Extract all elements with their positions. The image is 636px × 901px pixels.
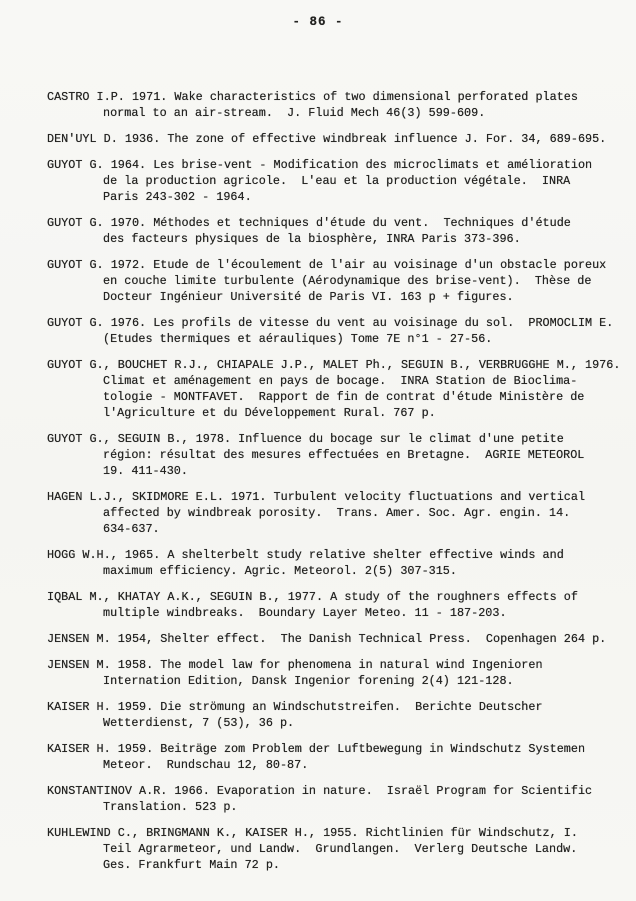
reference-list <box>47 89 629 883</box>
reference-entry <box>47 699 629 731</box>
reference-line: GUYOT G., SEGUIN B., 1978. Influence du bocage sur le climat d'une petite <box>47 432 564 446</box>
reference-line: 634-637. <box>103 522 160 536</box>
reference-entry <box>47 547 629 579</box>
reference-line: Climat et aménagement en pays de bocage. INRA Station de Bioclima- <box>103 374 578 388</box>
reference-entry <box>47 825 629 873</box>
reference-line: région: résultat des mesures effectuées en Bretagne. AGRIE METEOROL <box>103 448 585 462</box>
reference-line: KONSTANTINOV A.R. 1966. Evaporation in nature. Israël Program for Scientific <box>47 784 593 798</box>
reference-entry <box>47 257 629 305</box>
reference-line: GUYOT G., BOUCHET R.J., CHIAPALE J.P., MALET Ph., SEGUIN B., VERBRUGGHE M., 1976. <box>47 358 621 372</box>
reference-line: 19. 411-430. <box>103 464 188 478</box>
reference-entry <box>47 357 629 421</box>
reference-entry <box>47 741 629 773</box>
reference-line: CASTRO I.P. 1971. Wake characteristics of two dimensional perforated plates <box>47 90 578 104</box>
reference-line: HOGG W.H., 1965. A shelterbelt study relative shelter effective winds and <box>47 548 564 562</box>
reference-line: Internation Edition, Dansk Ingenior forening 2(4) 121-128. <box>103 674 514 688</box>
reference-line: GUYOT G. 1976. Les profils de vitesse du vent au voisinage du sol. PROMOCLIM E. <box>47 316 614 330</box>
reference-line: en couche limite turbulente (Aérodynamique des brise-vent). Thèse de <box>103 274 592 288</box>
reference-line: GUYOT G. 1970. Méthodes et techniques d'étude du vent. Techniques d'étude <box>47 216 571 230</box>
reference-line: Ges. Frankfurt Main 72 p. <box>103 858 280 872</box>
reference-entry <box>47 431 629 479</box>
reference-line: Docteur Ingénieur Université de Paris VI. 163 p + figures. <box>103 290 514 304</box>
reference-line: KUHLEWIND C., BRINGMANN K., KAISER H., 1955. Richtlinien für Windschutz, I. <box>47 826 578 840</box>
reference-line: (Etudes thermiques et aérauliques) Tome 7E n°1 - 27-56. <box>103 332 493 346</box>
reference-entry <box>47 131 629 147</box>
reference-line: affected by windbreak porosity. Trans. Amer. Soc. Agr. engin. 14. <box>103 506 571 520</box>
reference-line: Translation. 523 p. <box>103 800 238 814</box>
reference-line: maximum efficiency. Agric. Meteorol. 2(5) 307-315. <box>103 564 457 578</box>
reference-line: des facteurs physiques de la biosphère, INRA Paris 373-396. <box>103 232 521 246</box>
reference-line: HAGEN L.J., SKIDMORE E.L. 1971. Turbulent velocity fluctuations and vertical <box>47 490 586 504</box>
reference-line: Meteor. Rundschau 12, 80-87. <box>103 758 309 772</box>
reference-line: de la production agricole. L'eau et la production végétale. INRA <box>103 174 571 188</box>
reference-entry <box>47 489 629 537</box>
reference-entry <box>47 315 629 347</box>
reference-line: JENSEN M. 1954, Shelter effect. The Danish Technical Press. Copenhagen 264 p. <box>47 632 607 646</box>
reference-line: Teil Agrarmeteor, und Landw. Grundlangen. Verlerg Deutsche Landw. <box>103 842 578 856</box>
reference-line: Wetterdienst, 7 (53), 36 p. <box>103 716 295 730</box>
reference-line: multiple windbreaks. Boundary Layer Meteo. 11 - 187-203. <box>103 606 507 620</box>
reference-entry <box>47 631 629 647</box>
reference-line: KAISER H. 1959. Beiträge zom Problem der Luftbewegung in Windschutz Systemen <box>47 742 586 756</box>
reference-line: KAISER H. 1959. Die strömung an Windschutstreifen. Berichte Deutscher <box>47 700 543 714</box>
reference-line: l'Agriculture et du Développement Rural. 767 p. <box>103 406 436 420</box>
reference-line: Paris 243-302 - 1964. <box>103 190 252 204</box>
reference-line: JENSEN M. 1958. The model law for phenomena in natural wind Ingenioren <box>47 658 543 672</box>
page-number: - 86 - <box>292 15 344 29</box>
reference-line: normal to an air-stream. J. Fluid Mech 46(3) 599-609. <box>103 106 486 120</box>
reference-line: IQBAL M., KHATAY A.K., SEGUIN B., 1977. A study of the roughners effects of <box>47 590 578 604</box>
reference-entry <box>47 89 629 121</box>
reference-line: GUYOT G. 1972. Etude de l'écoulement de l'air au voisinage d'un obstacle poreux <box>47 258 607 272</box>
reference-line: tologie - MONTFAVET. Rapport de fin de contrat d'étude Ministère de <box>103 390 585 404</box>
reference-line: GUYOT G. 1964. Les brise-vent - Modification des microclimats et amélioration <box>47 158 593 172</box>
reference-entry <box>47 657 629 689</box>
reference-entry <box>47 589 629 621</box>
reference-entry <box>47 215 629 247</box>
reference-entry <box>47 157 629 205</box>
reference-line: DEN'UYL D. 1936. The zone of effective windbreak influence J. For. 34, 689-695. <box>47 132 607 146</box>
reference-entry <box>47 783 629 815</box>
